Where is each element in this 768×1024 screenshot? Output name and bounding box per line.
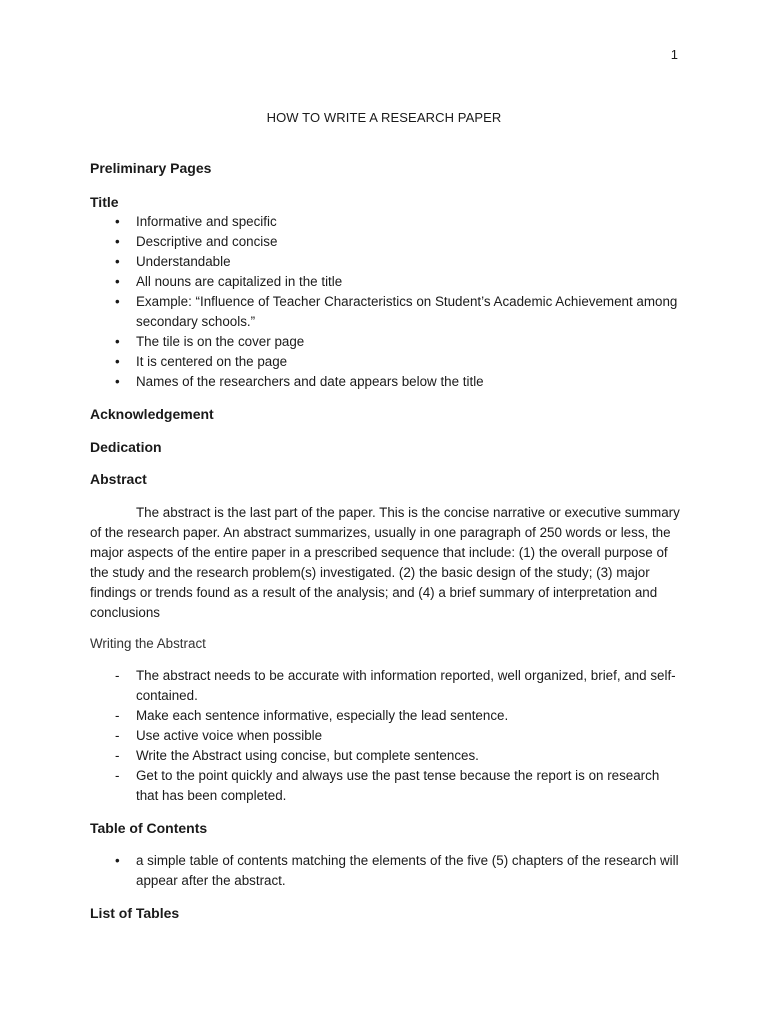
toc-bullet-list — [90, 851, 680, 891]
document-body — [90, 158, 680, 923]
heading-preliminary-pages: Preliminary Pages — [90, 160, 212, 176]
list-item: - Use active voice when possible — [90, 726, 680, 746]
heading-abstract: Abstract — [90, 471, 147, 487]
abstract-paragraph: The abstract is the last part of the paper. This is the concise narrative or executive summary of the research paper. An abstract summarizes, usually in one paragraph of 250 words or less, the major aspects of the entire paper in a prescribed sequence that include: (1) the overall purpose of the study and the research problem(s) investigated. (2) the basic design of the study; (3) major findings or trends found as a result of the analysis; and (4) a brief summary of interpretation and conclusions — [90, 505, 680, 620]
heading-acknowledgement: Acknowledgement — [90, 406, 214, 422]
heading-list-of-tables: List of Tables — [90, 905, 180, 921]
list-item: • Example: “Influence of Teacher Characteristics on Student’s Academic Achievement among secondary schools.” — [90, 292, 680, 332]
list-item: - Write the Abstract using concise, but complete sentences. — [90, 746, 680, 766]
list-item: • The tile is on the cover page — [90, 332, 680, 352]
subheading-writing-abstract: Writing the Abstract — [90, 636, 206, 651]
list-item: • It is centered on the page — [90, 352, 680, 372]
list-item: - The abstract needs to be accurate with information reported, well organized, brief, and self-contained. — [90, 666, 680, 706]
heading-title: Title — [90, 194, 119, 210]
page-number: 1 — [670, 47, 678, 62]
list-item: • Names of the researchers and date appears below the title — [90, 372, 680, 392]
heading-dedication: Dedication — [90, 439, 162, 455]
list-item: - Get to the point quickly and always use the past tense because the report is on research that has been completed. — [90, 766, 680, 806]
heading-table-of-contents: Table of Contents — [90, 820, 208, 836]
title-bullet-list — [90, 212, 680, 392]
list-item: • Descriptive and concise — [90, 232, 680, 252]
list-item: • All nouns are capitalized in the title — [90, 272, 680, 292]
abstract-guidelines-list — [90, 666, 680, 806]
list-item: - Make each sentence informative, especially the lead sentence. — [90, 706, 680, 726]
list-item: • Informative and specific — [90, 212, 680, 232]
list-item: • a simple table of contents matching the elements of the five (5) chapters of the research will appear after the abstract. — [90, 851, 680, 891]
document-title: HOW TO WRITE A RESEARCH PAPER — [266, 110, 502, 125]
list-item: • Understandable — [90, 252, 680, 272]
